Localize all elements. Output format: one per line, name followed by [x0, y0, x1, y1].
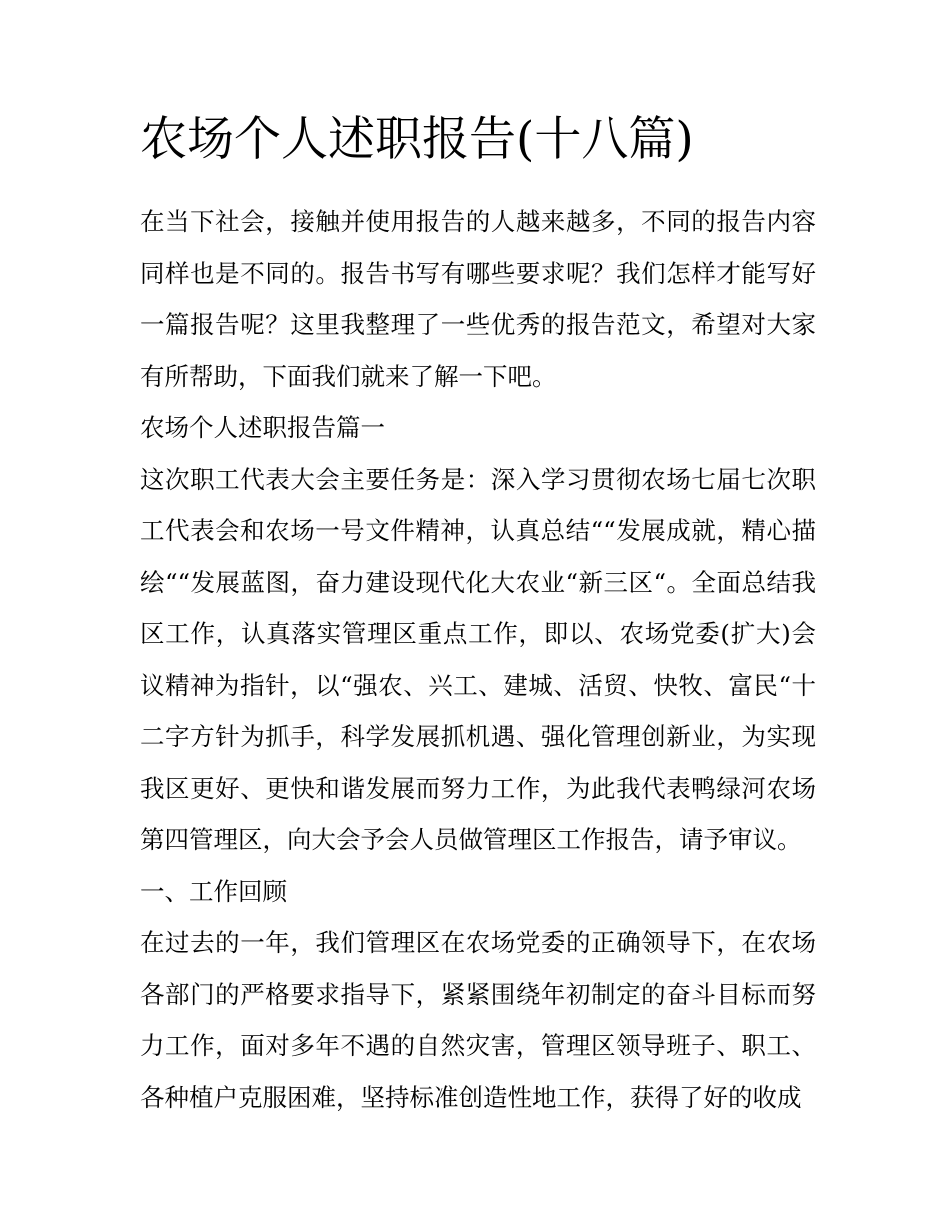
- document-body: [140, 196, 816, 1123]
- section-heading: 农场个人述职报告篇一: [140, 413, 385, 442]
- section-heading: 一、工作回顾: [140, 876, 287, 906]
- body-paragraph: 在过去的一年，我们管理区在农场党委的正确领导下，在农场各部门的严格要求指导下，紧紧围绕年初制定的奋斗目标而努力工作，面对多年不遇的自然灾害，管理区领导班子、职工、各种植户克服困难，坚持标准创造性地工作，获得了好的收成: [140, 928, 816, 1112]
- document-title: 农场个人述职报告(十八篇): [140, 112, 694, 167]
- body-paragraph: 这次职工代表大会主要任务是：深入学习贯彻农场七届七次职工代表会和农场一号文件精神，认真总结““发展成就，精心描绘““发展蓝图，奋力建设现代化大农业“新三区“。全面总结我区工作，认真落实管理区重点工作，即以、农场党委(扩大)会议精神为指针，以“强农、兴工、建城、活贸、快牧、富民“十二字方针为抓手，科学发展抓机遇、强化管理创新业，为实现我区更好、更快和谐发展而努力工作，为此我代表鸭绿河农场第四管理区，向大会予会人员做管理区工作报告，请予审议。: [140, 464, 816, 854]
- intro-paragraph: 在当下社会，接触并使用报告的人越来越多，不同的报告内容同样也是不同的。报告书写有哪些要求呢？我们怎样才能写好一篇报告呢？这里我整理了一些优秀的报告范文，希望对大家有所帮助，下面我们就来了解一下吧。: [140, 207, 816, 391]
